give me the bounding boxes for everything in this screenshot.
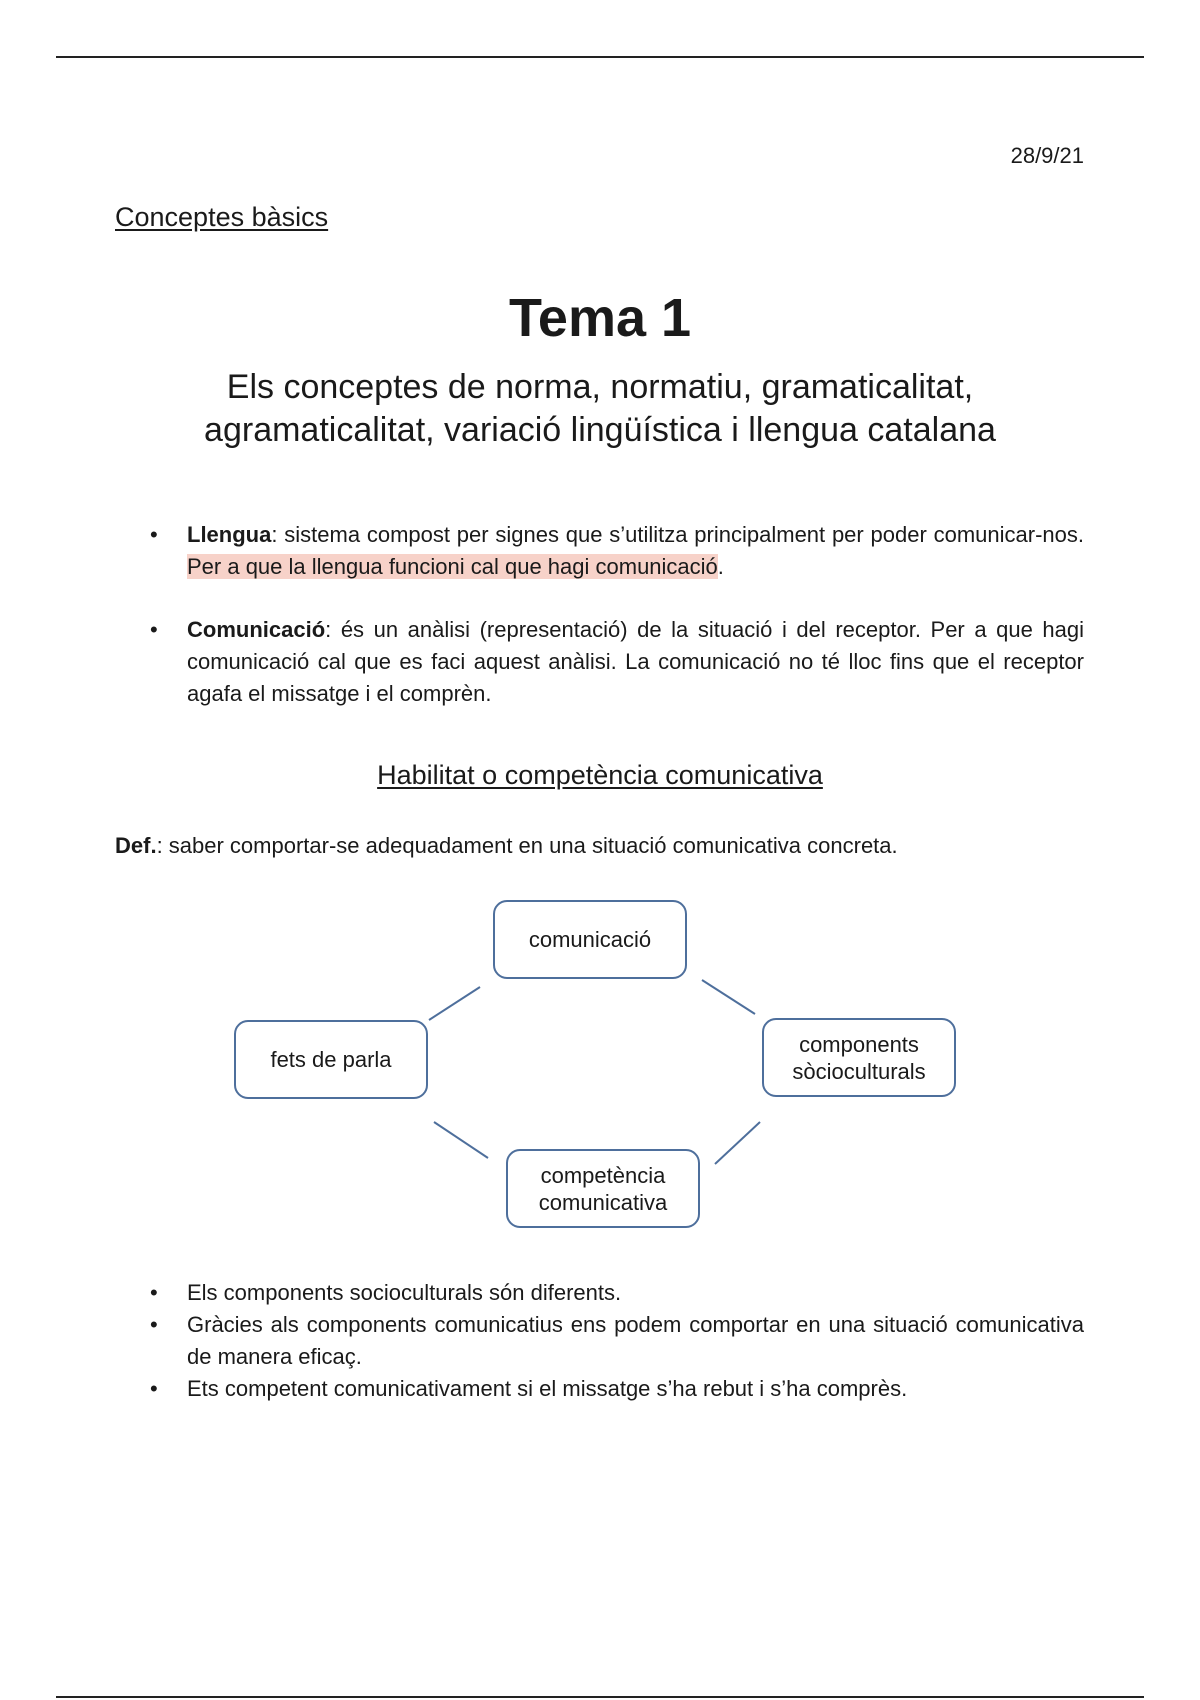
term-llengua: Llengua <box>187 522 272 547</box>
top-rule <box>56 56 1144 58</box>
node-label: comunicació <box>528 927 652 952</box>
note-item <box>150 1277 1084 1309</box>
highlighted-text: Per a que la llengua funcioni cal que hagi comunicació <box>187 554 718 579</box>
connector-right-bottom <box>715 1122 760 1164</box>
definition-text: : és un anàlisi (representació) de la situació i del receptor. Per a que hagi comunicació cal que es faci aquest anàlisi. La comunicació no té lloc fins que el receptor agafa el missatge i el comprèn. <box>187 617 1084 706</box>
bullet-dot: • <box>150 617 158 642</box>
node-label-line-2: comunicativa <box>538 1189 668 1215</box>
note-text: Els components socioculturals són diferents. <box>187 1280 622 1305</box>
definition-llengua <box>150 519 1084 583</box>
page-title: Tema 1 <box>508 288 692 348</box>
node-label: fets de parla <box>270 1047 392 1072</box>
node-label-line-1: components <box>799 1031 919 1057</box>
def-text: : saber comportar-se adequadament en una situació comunicativa concreta. <box>156 833 898 858</box>
definition-text: : sistema compost per signes que s’utilitza principalment per poder comunicar-nos. <box>271 522 1084 547</box>
bullet-dot: • <box>150 1280 158 1305</box>
diagram-node-comunicacio <box>493 900 687 979</box>
connector-left-bottom <box>434 1122 488 1158</box>
note-text: Gràcies als components comunicatius ens podem comportar en una situació comunicativa de manera eficaç. <box>187 1312 1084 1369</box>
note-text: Ets competent comunicativament si el missatge s’ha rebut i s’ha comprès. <box>187 1376 908 1401</box>
definition-comunicacio <box>150 614 1084 710</box>
bullet-dot: • <box>150 522 158 547</box>
diagram-node-fets-de-parla <box>234 1020 428 1099</box>
node-label-line-1: competència <box>540 1162 666 1188</box>
date: 28/9/21 <box>1010 143 1084 168</box>
diagram-node-competencia-comunicativa <box>506 1149 700 1228</box>
note-item <box>150 1373 1084 1405</box>
subtitle-line-1: Els conceptes de norma, normatiu, gramaticalitat, <box>226 368 974 406</box>
page-subtitle <box>100 366 1100 452</box>
bullet-dot: • <box>150 1312 158 1337</box>
diagram-node-components-socioculturals <box>762 1018 956 1097</box>
term-comunicacio: Comunicació <box>187 617 326 642</box>
note-item <box>150 1309 1084 1373</box>
section-title: Conceptes bàsics <box>115 202 329 232</box>
subheading: Habilitat o competència comunicativa <box>377 760 823 790</box>
definition-tail: . <box>717 554 724 579</box>
bottom-rule <box>56 1696 1144 1698</box>
bullet-dot: • <box>150 1376 158 1401</box>
node-label-line-2: sòcioculturals <box>792 1058 926 1084</box>
definition-line <box>115 833 898 859</box>
def-label: Def. <box>115 833 157 858</box>
subtitle-line-2: agramaticalitat, variació lingüística i llengua catalana <box>204 411 996 449</box>
connector-top-right <box>702 980 755 1014</box>
connector-top-left <box>429 987 480 1020</box>
